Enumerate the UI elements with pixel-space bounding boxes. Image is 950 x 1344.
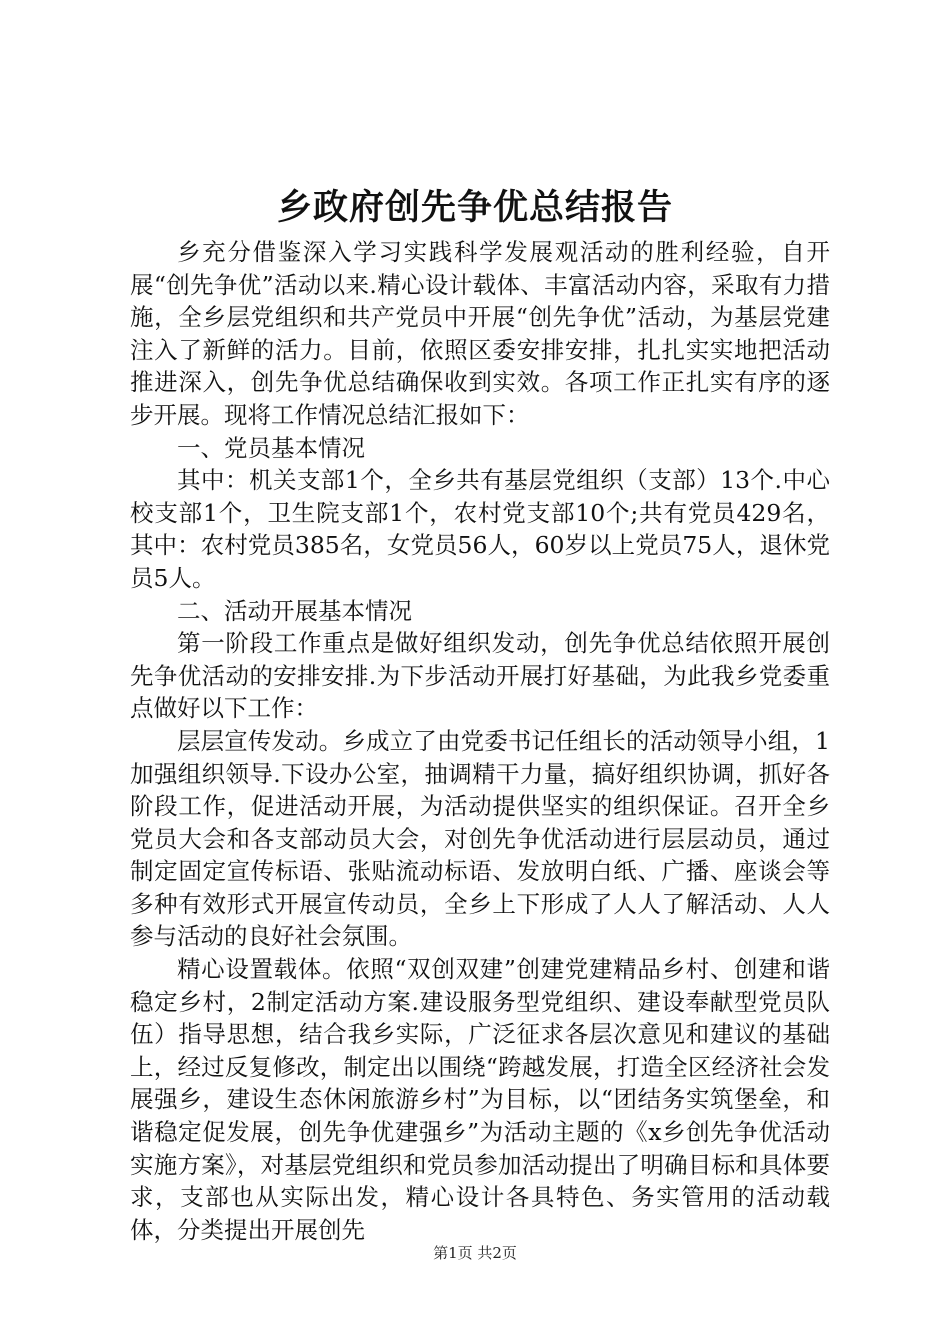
page-footer: 第1页 共2页 xyxy=(433,1244,517,1262)
paragraph-member-stats: 其中：机关支部1个，全乡共有基层党组织（支部）13个.中心校支部1个，卫生院支部1个，农村党支部10个;共有党员429名，其中：农村党员385名，女党员56人，60岁以上党员75人，退休党员5人。 xyxy=(130,466,830,592)
section-heading-activities: 二、活动开展基本情况 xyxy=(177,596,412,625)
paragraph-intro: 乡充分借鉴深入学习实践科学发展观活动的胜利经验，自开展“创先争优”活动以来.精心设计载体、丰富活动内容，采取有力措施，全乡层党组织和共产党员中开展“创先争优”活动，为基层党建注入了新鲜的活力。目前，依照区委安排安排，扎扎实实地把活动推进深入，创先争优总结确保收到实效。各项工作正扎实有序的逐步开展。现将工作情况总结汇报如下： xyxy=(130,238,830,429)
paragraph-phase-one: 第一阶段工作重点是做好组织发动，创先争优总结依照开展创先争优活动的安排安排.为下步活动开展打好基础，为此我乡党委重点做好以下工作： xyxy=(130,629,830,723)
paragraph-publicity: 层层宣传发动。乡成立了由党委书记任组长的活动领导小组，1加强组织领导.下设办公室，抽调精干力量，搞好组织协调，抓好各阶段工作，促进活动开展，为活动提供坚实的组织保证。召开全乡党员大会和各支部动员大会，对创先争优活动进行层层动员，通过制定固定宣传标语、张贴流动标语、发放明白纸、广播、座谈会等多种有效形式开展宣传动员，全乡上下形成了人人了解活动、人人参与活动的良好社会氛围。 xyxy=(130,726,830,951)
document-body xyxy=(130,236,830,1246)
section-heading-member-info: 一、党员基本情况 xyxy=(177,433,365,462)
document-title: 乡政府创先争优总结报告 xyxy=(276,187,673,228)
paragraph-carriers: 精心设置载体。依照“双创双建”创建党建精品乡村、创建和谐稳定乡村，2制定活动方案.建设服务型党组织、建设奉献型党员队伍）指导思想，结合我乡实际，广泛征求各层次意见和建议的基础上，经过反复修改，制定出以围绕“跨越发展，打造全区经济社会发展强乡，建设生态休闲旅游乡村”为目标，以“团结务实筑堡垒，和谐稳定促发展，创先争优建强乡”为活动主题的《x乡创先争优活动实施方案》，对基层党组织和党员参加活动提出了明确目标和具体要求，支部也从实际出发，精心设计各具特色、务实管用的活动载体，分类提出开展创先 xyxy=(130,955,830,1244)
